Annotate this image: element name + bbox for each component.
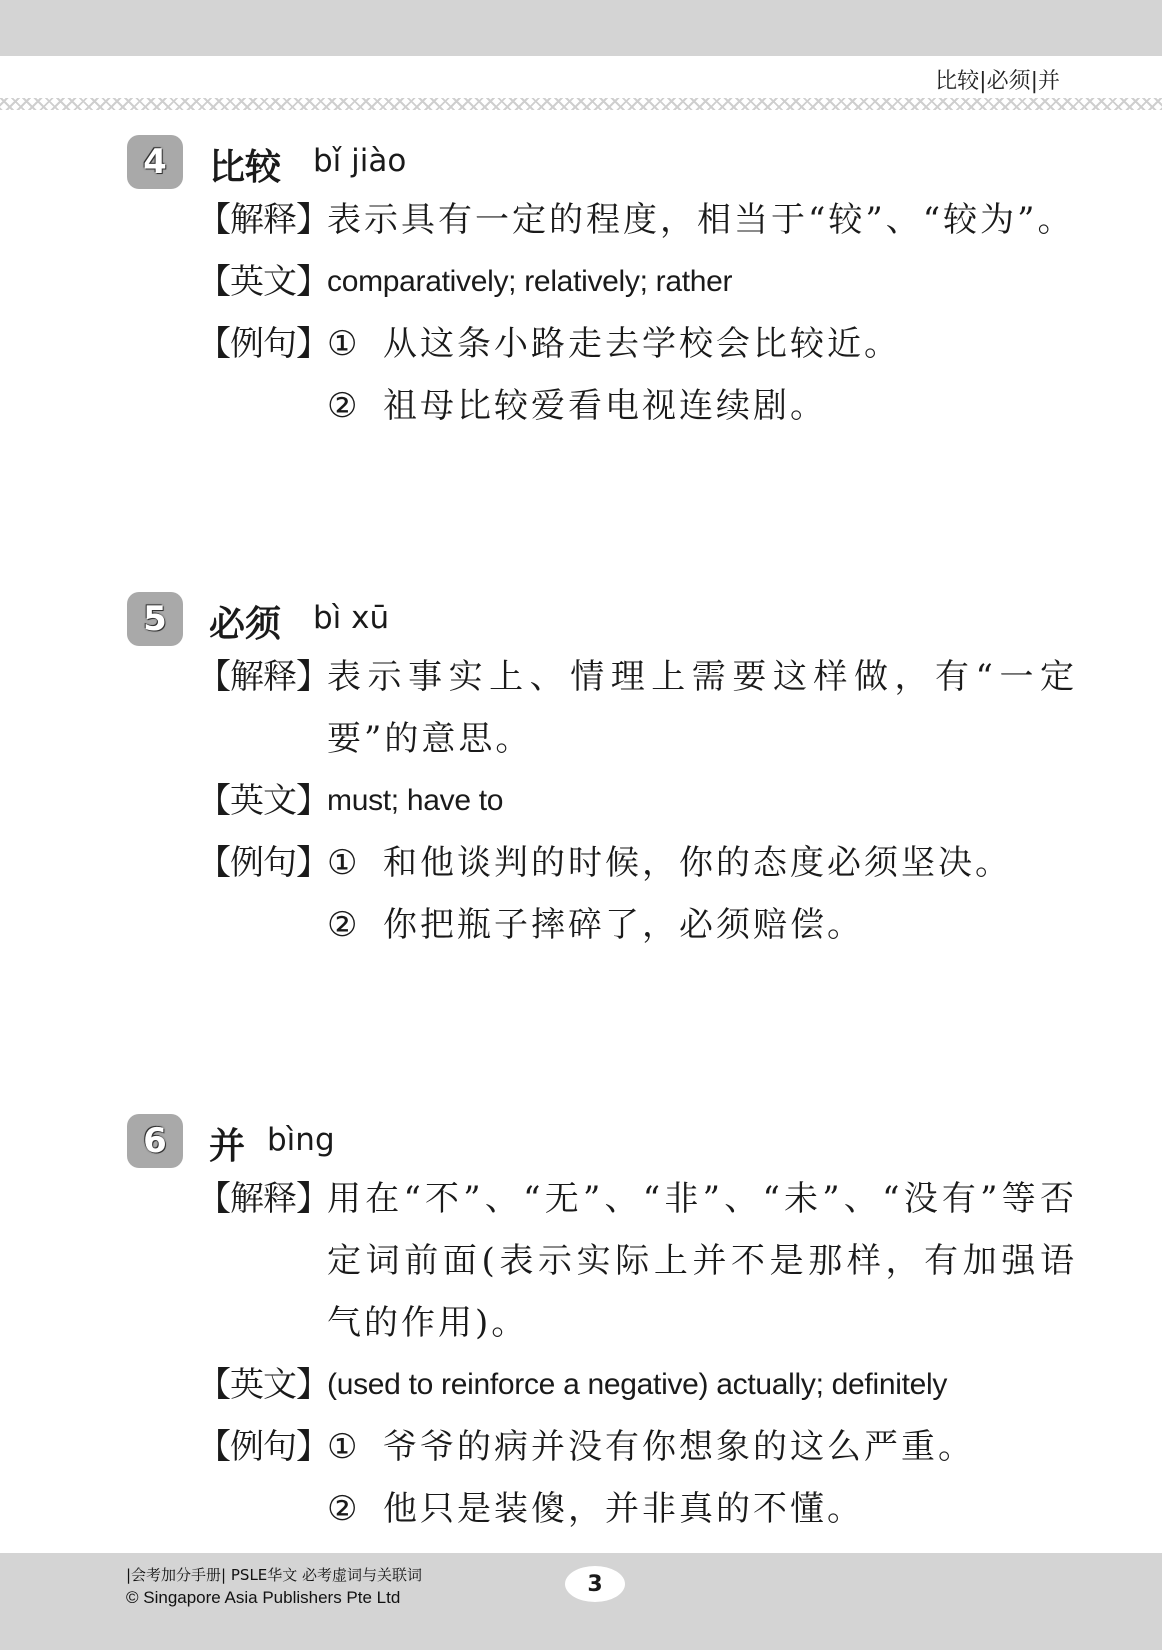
example-text: 从这条小路走去学校会比较近。 bbox=[383, 324, 901, 364]
entry-heading bbox=[127, 590, 1077, 646]
example-item bbox=[327, 1416, 1077, 1478]
english-row bbox=[197, 1354, 1077, 1416]
example-item bbox=[327, 1478, 1077, 1540]
entry-word: 并 bbox=[209, 1126, 246, 1167]
entry-pinyin: bǐ jiào bbox=[313, 143, 407, 179]
english-text: must; have to bbox=[327, 784, 504, 817]
example-label: 【例句】 bbox=[197, 1427, 329, 1467]
entry-number-badge: 5 bbox=[127, 592, 183, 646]
page-number: 3 bbox=[565, 1566, 625, 1602]
top-band bbox=[0, 0, 1162, 56]
english-row bbox=[197, 770, 1077, 832]
entry-number-badge: 6 bbox=[127, 1114, 183, 1168]
example-text: 和他谈判的时候，你的态度必须坚决。 bbox=[383, 843, 1012, 883]
explain-text: 用在“不”、“无”、“非”、“未”、“没有”等否定词前面(表示实际上并不是那样，有加强语气的作用)。 bbox=[327, 1179, 1077, 1343]
decorative-border bbox=[0, 98, 1162, 110]
english-label: 【英文】 bbox=[197, 781, 329, 821]
example-label: 【例句】 bbox=[197, 324, 329, 364]
example-text: 爷爷的病并没有你想象的这么严重。 bbox=[383, 1427, 975, 1467]
english-text: (used to reinforce a negative) actually; definitely bbox=[327, 1368, 948, 1401]
entry-heading bbox=[127, 1112, 1077, 1168]
example-text: 他只是装傻，并非真的不懂。 bbox=[383, 1489, 864, 1529]
entry-bing bbox=[127, 1112, 1077, 1540]
example-item bbox=[327, 313, 1077, 375]
example-marker: ① bbox=[327, 843, 358, 883]
example-item bbox=[327, 894, 1077, 956]
example-text: 祖母比较爱看电视连续剧。 bbox=[383, 386, 827, 426]
explain-label: 【解释】 bbox=[197, 200, 329, 240]
explain-row bbox=[197, 189, 1077, 251]
entry-bijiao bbox=[127, 133, 1077, 437]
entry-pinyin: bì xū bbox=[313, 600, 390, 636]
explain-text: 表示事实上、情理上需要这样做，有“一定要”的意思。 bbox=[327, 657, 1077, 759]
example-marker: ② bbox=[327, 905, 358, 945]
english-row bbox=[197, 251, 1077, 313]
example-row bbox=[197, 313, 1077, 437]
entry-word: 必须 bbox=[209, 604, 282, 645]
example-item bbox=[327, 832, 1077, 894]
explain-row bbox=[197, 646, 1077, 770]
english-text: comparatively; relatively; rather bbox=[327, 265, 733, 298]
explain-text: 表示具有一定的程度，相当于“较”、“较为”。 bbox=[327, 200, 1075, 240]
example-row bbox=[197, 832, 1077, 956]
copyright-notice: © Singapore Asia Publishers Pte Ltd bbox=[126, 1588, 401, 1607]
example-text: 你把瓶子摔碎了，必须赔偿。 bbox=[383, 905, 864, 945]
english-label: 【英文】 bbox=[197, 262, 329, 302]
running-head: 比较|必须|并 bbox=[935, 69, 1060, 94]
book-title: |会考加分手册| PSLE华文 必考虚词与关联词 bbox=[126, 1566, 423, 1584]
explain-row bbox=[197, 1168, 1077, 1354]
example-row bbox=[197, 1416, 1077, 1540]
entry-number-badge: 4 bbox=[127, 135, 183, 189]
entry-heading bbox=[127, 133, 1077, 189]
example-marker: ② bbox=[327, 1489, 358, 1529]
example-label: 【例句】 bbox=[197, 843, 329, 883]
example-item bbox=[327, 375, 1077, 437]
entry-word: 比较 bbox=[209, 147, 282, 188]
example-marker: ① bbox=[327, 1427, 358, 1467]
entry-bixu bbox=[127, 590, 1077, 956]
entry-pinyin: bìng bbox=[267, 1122, 335, 1158]
example-marker: ② bbox=[327, 386, 358, 426]
english-label: 【英文】 bbox=[197, 1365, 329, 1405]
example-marker: ① bbox=[327, 324, 358, 364]
explain-label: 【解释】 bbox=[197, 657, 329, 697]
explain-label: 【解释】 bbox=[197, 1179, 329, 1219]
